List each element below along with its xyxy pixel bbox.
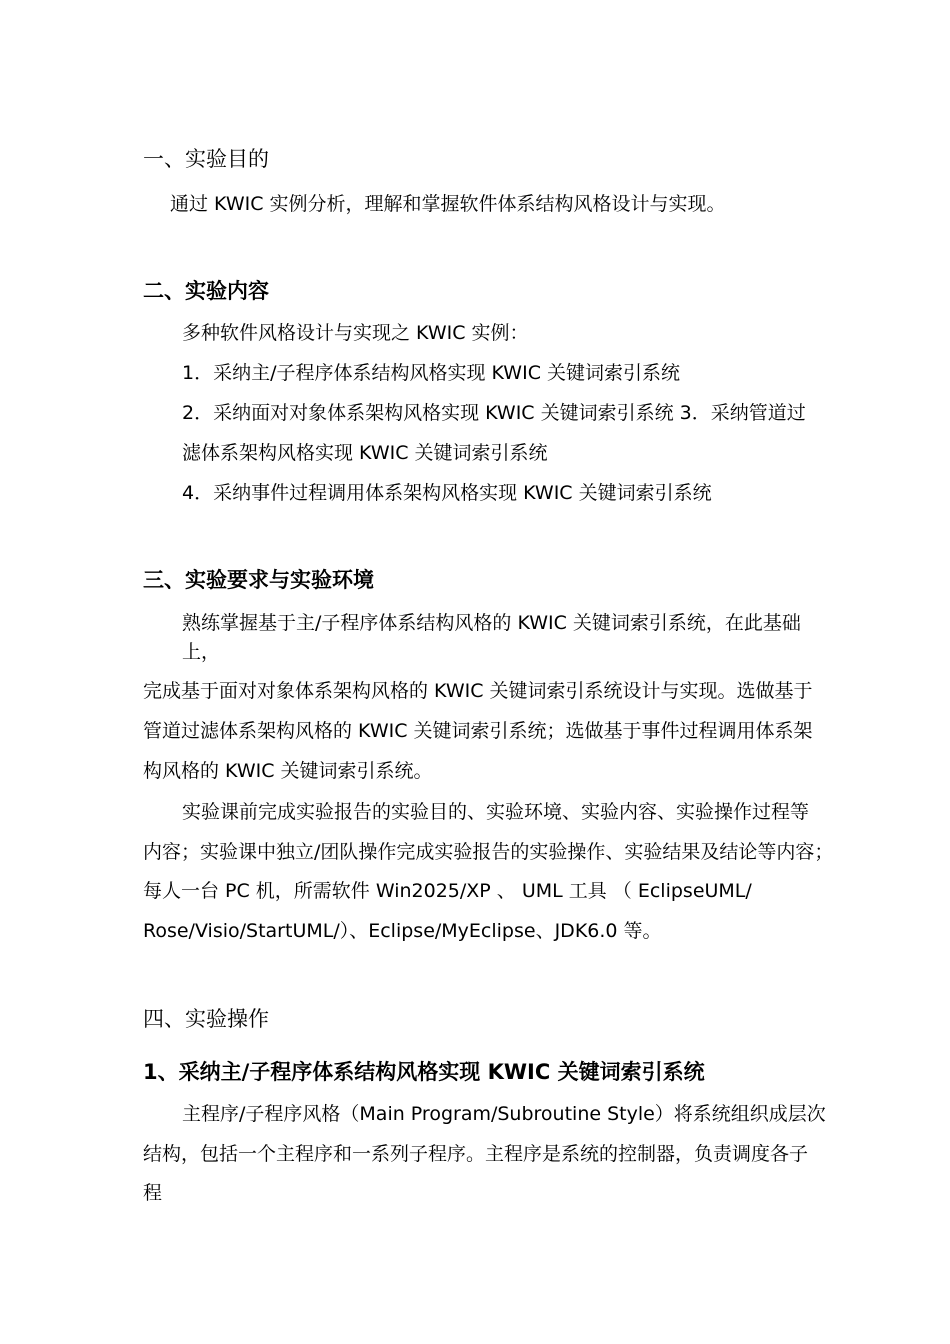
section3-para2-line4: Rose/Visio/StartUML/）、Eclipse/MyEclipse、JDK6.0 等。 [143, 920, 662, 942]
section2-heading: 二、实验内容 [143, 279, 269, 303]
section3-heading: 三、实验要求与实验环境 [143, 568, 374, 592]
section4-para-line3: 程 [143, 1182, 163, 1204]
section1-text: 通过 KWIC 实例分析，理解和掌握软件体系结构风格设计与实现。 [170, 193, 726, 215]
section3-para2-line2: 内容；实验课中独立/团队操作完成实验报告的实验操作、实验结果及结论等内容； [143, 841, 834, 863]
section3-para1-line4: 管道过滤体系架构风格的 KWIC 关键词索引系统；选做基于事件过程调用体系架 [143, 720, 813, 742]
section2-item-2-line1: 2．采纳面对对象体系架构风格实现 KWIC 关键词索引系统 3．采纳管道过 [182, 402, 806, 424]
section3-para1-line3: 完成基于面对对象体系架构风格的 KWIC 关键词索引系统设计与实现。选做基于 [143, 680, 813, 702]
section4-para-line2: 结构，包括一个主程序和一系列子程序。主程序是系统的控制器，负责调度各子 [143, 1143, 809, 1165]
section3-para1-line5: 构风格的 KWIC 关键词索引系统。 [143, 760, 433, 782]
section4-subheading: 1、采纳主/子程序体系结构风格实现 KWIC 关键词索引系统 [143, 1060, 705, 1084]
section3-para1-line2: 上， [182, 641, 221, 663]
section4-para-line1: 主程序/子程序风格（Main Program/Subroutine Style）将系统组织成层次 [182, 1103, 826, 1125]
section3-para1-line1: 熟练掌握基于主/子程序体系结构风格的 KWIC 关键词索引系统，在此基础 [182, 612, 801, 634]
section2-item-4: 4．采纳事件过程调用体系架构风格实现 KWIC 关键词索引系统 [182, 482, 712, 504]
section3-para2-line1: 实验课前完成实验报告的实验目的、实验环境、实验内容、实验操作过程等 [182, 801, 810, 823]
section2-item-1: 1．采纳主/子程序体系结构风格实现 KWIC 关键词索引系统 [182, 362, 681, 384]
section1-heading: 一、实验目的 [143, 147, 269, 171]
section2-item-2-line2: 滤体系架构风格实现 KWIC 关键词索引系统 [182, 442, 548, 464]
section2-intro: 多种软件风格设计与实现之 KWIC 实例： [182, 322, 529, 344]
section3-para2-line3: 每人一台 PC 机，所需软件 Win2025/XP 、 UML 工具 （ EclipseUML/ [143, 880, 752, 902]
section4-heading: 四、实验操作 [143, 1007, 269, 1031]
